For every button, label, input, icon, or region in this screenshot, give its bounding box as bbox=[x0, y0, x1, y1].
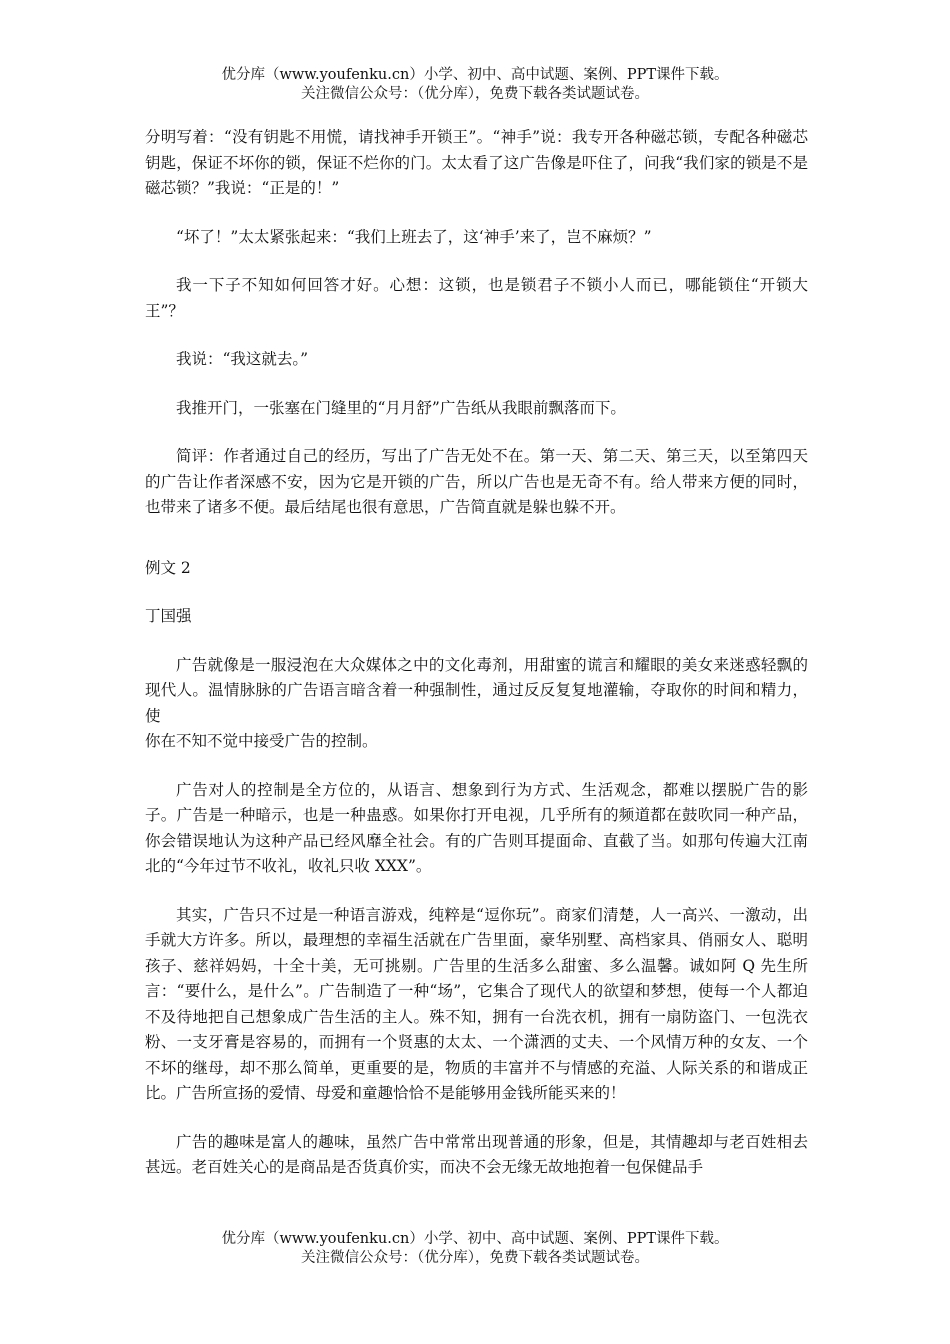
paragraph-ending: 我推开门，一张塞在门缝里的“月月舒”广告纸从我眼前飘落而下。 bbox=[176, 398, 626, 417]
paragraph-dialogue-1: “坏了！”太太紧张起来：“我们上班去了，这‘神手’来了，岂不麻烦？” bbox=[176, 227, 652, 246]
header-line-1: 优分库（www.youfenku.cn）小学、初中、高中试题、案例、PPT课件下载。 bbox=[221, 67, 729, 83]
paragraph-example-2: 广告对人的控制是全方位的，从语言、想象到行为方式、生活观念，都难以摆脱广告的影子。广告是一种暗示，也是一种蛊惑。如果你打开电视，几乎所有的频道都在鼓吹同一种产品，你会错误地认为这种产品已经风靡全社会。有的广告则耳提面命、直截了当。如那句传遍大江南北的“今年过节不收礼，收礼只收 XXX”。 bbox=[145, 780, 808, 875]
paragraph-dialogue-3: 我说：“我这就去。” bbox=[176, 350, 309, 368]
paragraph-example-4: 广告的趣味是富人的趣味，虽然广告中常常出现普通的形象，但是，其情趣却与老百姓相去甚远。老百姓关心的是商品是否货真价实，而决不会无缘无故地抱着一包保健品手 bbox=[145, 1132, 808, 1176]
paragraph-example-1a: 广告就像是一服浸泡在大众媒体之中的文化毒剂，用甜蜜的谎言和耀眼的美女来迷惑轻飘的现代人。温情脉脉的广告语言暗含着一种强制性，通过反反复复地灌输，夺取你的时间和精力，使 bbox=[145, 655, 808, 725]
page-footer bbox=[0, 1230, 950, 1268]
paragraph-example-3: 其实，广告只不过是一种语言游戏，纯粹是“逗你玩”。商家们清楚，人一高兴、一激动，出手就大方许多。所以，最理想的幸福生活就在广告里面，豪华别墅、高档家具、俏丽女人、聪明孩子、慈祥妈妈，十全十美，无可挑剔。广告里的生活多么甜蜜、多么温馨。诚如阿 Q 先生所言：“要什么，是什么”。广告制造了一种“场”，它集合了现代人的欲望和梦想，使每一个人都迫不及待地把自己想象成广告生活的主人。殊不知，拥有一台洗衣机，拥有一扇防盗门、一包洗衣粉、一支牙膏是容易的，而拥有一个贤惠的太太、一个潇洒的丈夫、一个风情万种的女友、一个不坏的继母，却不那么简单，更重要的是，物质的丰富并不与情感的充溢、人际关系的和谐成正比。广告所宣扬的爱情、母爱和童趣恰恰不是能够用金钱所能买来的！ bbox=[145, 905, 808, 1102]
paragraph-continuation: 分明写着：“没有钥匙不用慌，请找神手开锁王”。“神手”说：我专开各种磁芯锁，专配各种磁芯钥匙，保证不坏你的锁，保证不烂你的门。太太看了这广告像是吓住了，问我“我们家的锁是不是磁芯锁？”我说：“正是的！” bbox=[145, 128, 808, 197]
paragraph-example-1b: 你在不知不觉中接受广告的控制。 bbox=[145, 732, 378, 750]
paragraph-review: 简评：作者通过自己的经历，写出了广告无处不在。第一天、第二天、第三天，以至第四天的广告让作者深感不安，因为它是开锁的广告，所以广告也是无奇不有。给人带来方便的同时，也带来了诸多不便。最后结尾也很有意思，广告简直就是躲也躲不开。 bbox=[145, 447, 808, 516]
paragraph-dialogue-2: 我一下子不知如何回答才好。心想：这锁，也是锁君子不锁小人而已，哪能锁住“开锁大王”？ bbox=[145, 276, 808, 320]
header-line-2: 关注微信公众号：（优分库），免费下载各类试题试卷。 bbox=[301, 86, 649, 102]
document-body bbox=[145, 125, 808, 1204]
author-name: 丁国强 bbox=[145, 607, 192, 625]
footer-line-2: 关注微信公众号：（优分库），免费下载各类试题试卷。 bbox=[301, 1250, 649, 1266]
page-header bbox=[0, 66, 950, 104]
example-title: 例文 2 bbox=[145, 558, 191, 577]
footer-line-1: 优分库（www.youfenku.cn）小学、初中、高中试题、案例、PPT课件下载。 bbox=[221, 1231, 729, 1247]
